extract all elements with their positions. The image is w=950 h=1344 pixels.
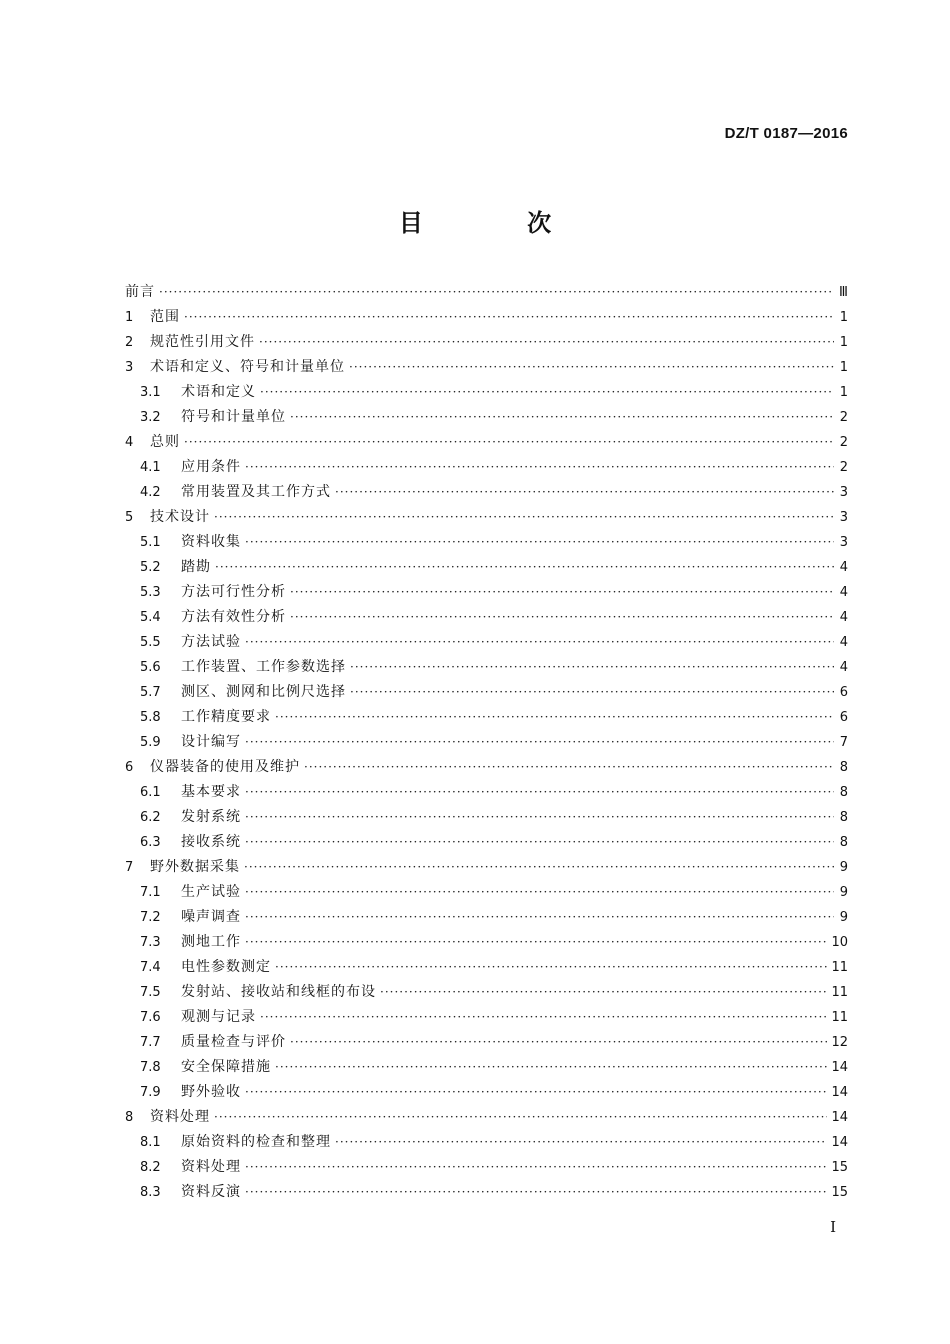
toc-entry-label: 应用条件 [181,459,241,475]
toc-entry-number: 7.5 [140,985,161,1000]
toc-entry-page: 14 [831,1135,848,1150]
toc-entry-number: 7.1 [140,885,161,900]
toc-leader-dots [245,930,827,955]
toc-entry-page: 9 [839,910,848,925]
toc-entry-page: 8 [839,810,848,825]
toc-entry-page: 3 [839,510,848,525]
toc-leader-dots [290,580,834,605]
toc-entry-number: 5 [125,510,134,525]
toc-entry-page: 4 [839,635,848,650]
toc-entry[interactable] [125,305,848,330]
toc-entry-page: 1 [839,360,848,375]
toc-entry[interactable] [125,930,848,955]
toc-entry[interactable] [125,1180,848,1205]
toc-entry-number: 7.4 [140,960,161,975]
toc-leader-dots [245,880,834,905]
toc-entry-label: 范围 [150,309,180,325]
toc-entry-page: 3 [839,535,848,550]
toc-entry-page: 11 [831,1010,848,1025]
toc-entry-number: 7.8 [140,1060,161,1075]
toc-entry-number: 6.1 [140,785,161,800]
toc-entry[interactable] [125,680,848,705]
toc-entry-label: 技术设计 [150,509,210,525]
toc-entry[interactable] [125,830,848,855]
toc-entry[interactable] [125,580,848,605]
toc-entry-number: 7 [125,860,134,875]
toc-entry-label: 工作精度要求 [181,709,271,725]
toc-entry-number: 7.7 [140,1035,161,1050]
toc-entry-number: 5.4 [140,610,161,625]
toc-entry[interactable] [125,1130,848,1155]
toc-entry-page: 15 [831,1160,848,1175]
toc-entry[interactable] [125,955,848,980]
toc-entry-page: 1 [839,335,848,350]
toc-entry[interactable] [125,1005,848,1030]
toc-leader-dots [350,680,834,705]
toc-entry-page: 4 [839,585,848,600]
toc-entry-label: 常用装置及其工作方式 [181,484,331,500]
toc-leader-dots [184,305,834,330]
toc-leader-dots [245,1180,827,1205]
toc-entry-label: 生产试验 [181,884,241,900]
toc-entry-number: 7.2 [140,910,161,925]
toc-leader-dots [214,505,834,530]
toc-entry-label: 安全保障措施 [181,1059,271,1075]
toc-entry[interactable] [125,780,848,805]
toc-entry-label: 方法有效性分析 [181,609,286,625]
toc-leader-dots [275,705,834,730]
toc-entry-label: 总则 [150,434,180,450]
toc-leader-dots [245,805,834,830]
toc-leader-dots [214,1105,827,1130]
toc-entry[interactable] [125,855,848,880]
toc-entry-label: 发射系统 [181,809,241,825]
toc-entry-number: 6.2 [140,810,161,825]
toc-leader-dots [290,605,834,630]
toc-entry[interactable] [125,1105,848,1130]
toc-entry-page: 6 [839,685,848,700]
toc-entry-number: 2 [125,335,134,350]
toc-entry-label: 质量检查与评价 [181,1034,286,1050]
toc-entry-page: 11 [831,960,848,975]
toc-entry-page: 1 [839,385,848,400]
toc-leader-dots [350,655,834,680]
toc-entry-page: 12 [831,1035,848,1050]
toc-leader-dots [275,1055,827,1080]
toc-entry-page: 11 [831,985,848,1000]
toc-entry[interactable] [125,905,848,930]
page-number: I [830,1218,836,1236]
toc-leader-dots [335,480,834,505]
toc-leader-dots [335,1130,827,1155]
toc-entry-number: 7.3 [140,935,161,950]
toc-leader-dots [260,1005,827,1030]
toc-entry-page: 2 [839,460,848,475]
toc-leader-dots [245,730,834,755]
toc-entry-page: 6 [839,710,848,725]
toc-leader-dots [184,430,834,455]
toc-entry-label: 野外数据采集 [150,859,240,875]
toc-entry-number: 4 [125,435,134,450]
toc-entry[interactable] [125,505,848,530]
toc-entry-page: 14 [831,1060,848,1075]
toc-leader-dots [245,905,834,930]
toc-entry-label: 噪声调查 [181,909,241,925]
toc-entry-label: 发射站、接收站和线框的布设 [181,984,376,1000]
toc-entry-number: 5.9 [140,735,161,750]
toc-leader-dots [304,755,834,780]
toc-entry-label: 资料收集 [181,534,241,550]
toc-entry-page: 1 [839,310,848,325]
toc-entry-label: 电性参数测定 [181,959,271,975]
toc-entry-page: Ⅲ [839,285,848,300]
toc-entry-number: 8.1 [140,1135,161,1150]
toc-entry[interactable] [125,355,848,380]
toc-entry-label: 规范性引用文件 [150,334,255,350]
toc-entry-label: 方法可行性分析 [181,584,286,600]
toc-entry-page: 8 [839,760,848,775]
toc-entry-label: 接收系统 [181,834,241,850]
toc-entry-number: 4.1 [140,460,161,475]
toc-entry[interactable] [125,405,848,430]
toc-entry-number: 8.3 [140,1185,161,1200]
toc-leader-dots [245,630,834,655]
toc-entry-page: 4 [839,560,848,575]
page-title: 目 次 [398,208,600,237]
toc-entry-label: 原始资料的检查和整理 [181,1134,331,1150]
toc-entry-label: 踏勘 [181,559,211,575]
toc-entry-page: 8 [839,785,848,800]
toc-leader-dots [215,555,834,580]
toc-leader-dots [349,355,834,380]
toc-entry-number: 5.6 [140,660,161,675]
toc-entry-page: 9 [839,885,848,900]
toc-entry[interactable] [125,880,848,905]
toc-entry[interactable] [125,980,848,1005]
toc-entry-label: 野外验收 [181,1084,241,1100]
toc-entry-number: 3.1 [140,385,161,400]
toc-entry-label: 资料反演 [181,1184,241,1200]
toc-entry[interactable] [125,455,848,480]
toc-entry-page: 2 [839,410,848,425]
toc-entry-number: 7.6 [140,1010,161,1025]
toc-entry[interactable] [125,1155,848,1180]
toc-leader-dots [290,405,834,430]
table-of-contents [125,280,848,1205]
toc-entry[interactable] [125,805,848,830]
toc-entry[interactable] [125,705,848,730]
toc-entry-page: 4 [839,610,848,625]
toc-entry[interactable] [125,1030,848,1055]
toc-entry-number: 7.9 [140,1085,161,1100]
toc-entry[interactable] [125,630,848,655]
toc-entry-label: 测区、测网和比例尺选择 [181,684,346,700]
toc-entry-page: 3 [839,485,848,500]
toc-entry-label: 资料处理 [181,1159,241,1175]
toc-entry-page: 14 [831,1110,848,1125]
toc-entry-number: 3 [125,360,134,375]
toc-entry-label: 符号和计量单位 [181,409,286,425]
toc-entry-label: 术语和定义 [181,384,256,400]
toc-entry[interactable] [125,280,848,305]
toc-entry[interactable] [125,1055,848,1080]
toc-entry-number: 5.8 [140,710,161,725]
toc-entry-number: 3.2 [140,410,161,425]
toc-entry-label: 前言 [125,284,155,300]
toc-entry[interactable] [125,530,848,555]
toc-entry-number: 5.1 [140,535,161,550]
toc-entry-page: 15 [831,1185,848,1200]
toc-entry-number: 8 [125,1110,134,1125]
toc-entry[interactable] [125,730,848,755]
toc-entry-page: 7 [839,735,848,750]
toc-entry-label: 仪器装备的使用及维护 [150,759,300,775]
toc-entry[interactable] [125,655,848,680]
toc-entry-page: 10 [831,935,848,950]
toc-entry-number: 6.3 [140,835,161,850]
toc-entry-label: 工作装置、工作参数选择 [181,659,346,675]
toc-entry-number: 5.5 [140,635,161,650]
toc-leader-dots [380,980,827,1005]
toc-leader-dots [159,280,834,305]
toc-leader-dots [244,855,834,880]
toc-entry-page: 14 [831,1085,848,1100]
toc-leader-dots [245,455,834,480]
toc-entry-label: 术语和定义、符号和计量单位 [150,359,345,375]
toc-entry[interactable] [125,1080,848,1105]
toc-entry-number: 4.2 [140,485,161,500]
toc-entry[interactable] [125,605,848,630]
standard-code: DZ/T 0187—2016 [724,125,848,142]
toc-entry[interactable] [125,380,848,405]
toc-entry-page: 2 [839,435,848,450]
toc-entry[interactable] [125,330,848,355]
toc-entry-number: 1 [125,310,134,325]
toc-leader-dots [245,530,834,555]
toc-entry-number: 5.3 [140,585,161,600]
toc-entry-number: 5.7 [140,685,161,700]
toc-entry-number: 5.2 [140,560,161,575]
toc-leader-dots [290,1030,827,1055]
toc-leader-dots [245,780,834,805]
toc-entry[interactable] [125,480,848,505]
toc-leader-dots [275,955,827,980]
toc-leader-dots [259,330,834,355]
toc-entry-page: 4 [839,660,848,675]
toc-entry-number: 8.2 [140,1160,161,1175]
toc-entry[interactable] [125,430,848,455]
toc-entry-label: 测地工作 [181,934,241,950]
toc-leader-dots [245,830,834,855]
toc-entry-page: 8 [839,835,848,850]
toc-leader-dots [260,380,834,405]
toc-entry[interactable] [125,755,848,780]
toc-leader-dots [245,1155,827,1180]
toc-entry-page: 9 [839,860,848,875]
toc-entry-label: 设计编写 [181,734,241,750]
toc-entry-number: 6 [125,760,134,775]
toc-entry-label: 资料处理 [150,1109,210,1125]
toc-entry-label: 基本要求 [181,784,241,800]
toc-leader-dots [245,1080,827,1105]
toc-entry[interactable] [125,555,848,580]
toc-entry-label: 观测与记录 [181,1009,256,1025]
toc-entry-label: 方法试验 [181,634,241,650]
